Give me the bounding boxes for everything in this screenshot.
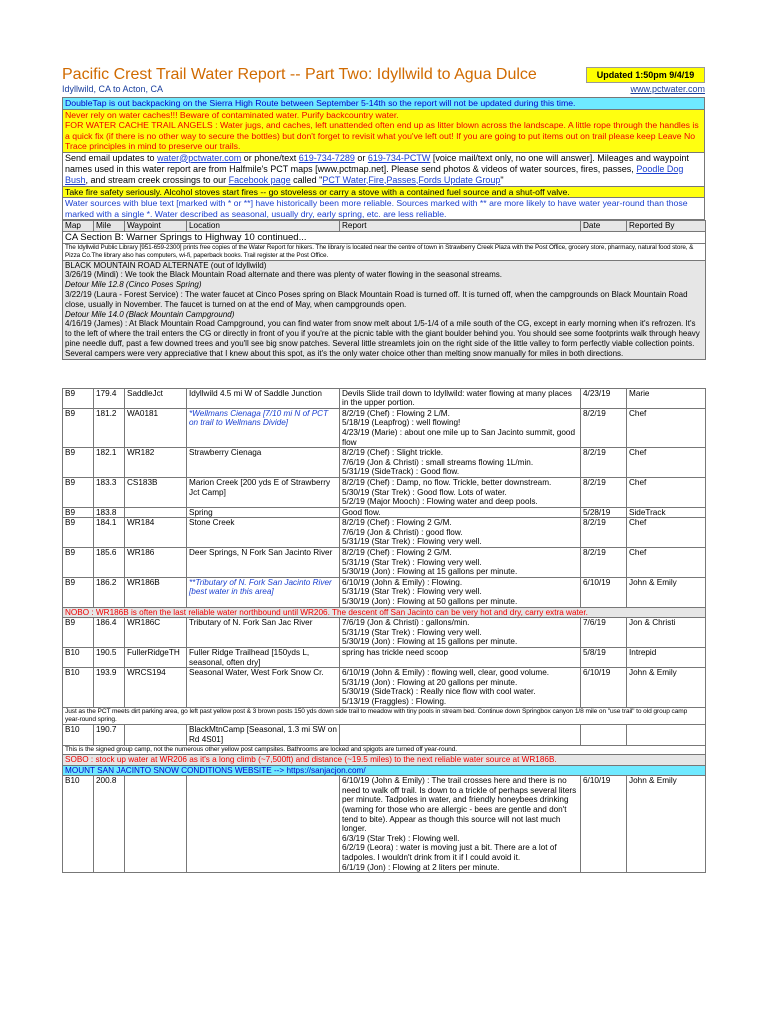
waypoint-cell xyxy=(125,776,187,873)
mile-cell: 182.1 xyxy=(94,448,125,478)
rows-group xyxy=(63,618,706,707)
black-mountain-row xyxy=(63,260,706,359)
waypoint-cell xyxy=(125,507,187,518)
map-cell: B10 xyxy=(63,725,94,745)
note-row xyxy=(63,754,706,765)
report-cell xyxy=(340,725,581,745)
date-cell xyxy=(581,725,627,745)
reported-by-cell: Marie xyxy=(627,388,706,408)
reported-by-cell: Chef xyxy=(627,548,706,578)
date-cell: 8/2/19 xyxy=(581,408,627,447)
black-mountain-report: 3/22/19 (Laura - Forest Service) : The water faucet at Cinco Poses spring on Black Mountain Road is turned off. It is turned off, when the campgrounds on Black Mountain Road close, usually in November. The faucet is turned on at the end of May, when campgrounds open. xyxy=(65,289,688,309)
black-mountain-title: BLACK MOUNTAIN ROAD ALTERNATE (out of Idyllwild) xyxy=(65,260,267,270)
note-row xyxy=(63,707,706,725)
map-cell: B9 xyxy=(63,388,94,408)
table-row xyxy=(63,408,706,447)
email-text: [voice mail/text only, no one will answer]. Mileages and waypoint names used in this water report are from Halfmile's PCT maps [www.pctmap.net]. Please send photos & videos of water sources, fires, passes, xyxy=(65,152,689,174)
table-gap xyxy=(62,360,705,388)
table-row xyxy=(63,548,706,578)
email-text: or xyxy=(354,152,368,163)
map-cell: B9 xyxy=(63,408,94,447)
map-cell: B9 xyxy=(63,548,94,578)
page-title: Pacific Crest Trail Water Report -- Part Two: Idyllwild to Agua Dulce xyxy=(62,66,537,83)
phone-link-2[interactable]: 619-734-PCTW xyxy=(367,152,431,163)
email-text: " xyxy=(500,174,504,185)
table-row xyxy=(63,618,706,648)
water-report-page xyxy=(62,66,705,873)
column-header: Location xyxy=(187,221,340,232)
location-cell: Deer Springs, N Fork San Jacinto River xyxy=(187,548,340,578)
table-row xyxy=(63,577,706,607)
mile-cell: 184.1 xyxy=(94,518,125,548)
map-cell: B10 xyxy=(63,776,94,873)
mile-cell: 186.2 xyxy=(94,577,125,607)
black-mountain-report: 3/26/19 (Mindi) : We took the Black Mountain Road alternate and there was plenty of water flowing in the seasonal streams. xyxy=(65,270,502,280)
table-row xyxy=(63,388,706,408)
email-text: Send email updates to xyxy=(65,152,158,163)
reported-by-cell: Jon & Christi xyxy=(627,618,706,648)
location-cell: *Wellmans Cienaga [7/10 mi N of PCT on trail to Wellmans Divide] xyxy=(187,408,340,447)
waypoint-cell: WR186C xyxy=(125,618,187,648)
table-row xyxy=(63,477,706,507)
report-cell: 8/2/19 (Chef) : Flowing 2 L/M. 5/18/19 (Leapfrog) : well flowing! 4/23/19 (Marie) : about one mile up to San Jacinto summit, good flow xyxy=(340,408,581,447)
location-cell: Stone Creek xyxy=(187,518,340,548)
mile-cell: 190.5 xyxy=(94,648,125,668)
email-notice xyxy=(62,153,705,187)
report-cell: spring has trickle need scoop xyxy=(340,648,581,668)
table-row xyxy=(63,518,706,548)
mile-cell: 200.8 xyxy=(94,776,125,873)
waypoint-cell: WRCS194 xyxy=(125,668,187,707)
report-cell: 7/6/19 (Jon & Christi) : gallons/min. 5/31/19 (Star Trek) : Flowing very well. 5/30/19 (Jon) : Flowing at 15 gallons per minute. xyxy=(340,618,581,648)
reported-by-cell: John & Emily xyxy=(627,776,706,873)
date-cell: 7/6/19 xyxy=(581,618,627,648)
column-header: Waypoint xyxy=(125,221,187,232)
table-row xyxy=(63,668,706,707)
table-header-row xyxy=(63,221,706,232)
report-cell: Devils Slide trail down to Idyllwild: water flowing at many places in the upper portion. xyxy=(340,388,581,408)
waypoint-cell: WR186B xyxy=(125,577,187,607)
table-row xyxy=(63,507,706,518)
mile-cell: 190.7 xyxy=(94,725,125,745)
date-cell: 8/2/19 xyxy=(581,448,627,478)
rows-group xyxy=(63,725,706,745)
snow-conditions-link[interactable]: MOUNT SAN JACINTO SNOW CONDITIONS WEBSITE --> https://sanjacjon.com/ xyxy=(63,765,706,776)
map-cell: B9 xyxy=(63,518,94,548)
black-mountain-alternate xyxy=(63,260,706,359)
location-cell: BlackMtnCamp [Seasonal, 1.3 mi SW on Rd 4S01] xyxy=(187,725,340,745)
report-cell: 6/10/19 (John & Emily) : flowing well, clear, good volume. 5/31/19 (Jon) : Flowing at 20 gallons per minute. 5/30/19 (SideTrack) : Really nice flow with cool water. 5/13/19 (Fraggles) : Flowing. xyxy=(340,668,581,707)
date-cell: 5/28/19 xyxy=(581,507,627,518)
table-row xyxy=(63,776,706,873)
reported-by-cell: John & Emily xyxy=(627,577,706,607)
column-header: Mile xyxy=(94,221,125,232)
report-cell: 8/2/19 (Chef) : Flowing 2 G/M. 7/6/19 (Jon & Christi) : good flow. 5/31/19 (Star Trek) : Flowing very well. xyxy=(340,518,581,548)
location-cell: Idyllwild 4.5 mi W of Saddle Junction xyxy=(187,388,340,408)
column-header: Report xyxy=(340,221,581,232)
date-cell: 8/2/19 xyxy=(581,518,627,548)
location-cell: **Tributary of N. Fork San Jacinto River [best water in this area] xyxy=(187,577,340,607)
mile-cell: 186.4 xyxy=(94,618,125,648)
waypoint-cell: WR186 xyxy=(125,548,187,578)
date-cell: 5/8/19 xyxy=(581,648,627,668)
date-cell: 6/10/19 xyxy=(581,577,627,607)
column-header: Date xyxy=(581,221,627,232)
column-header: Map xyxy=(63,221,94,232)
site-link[interactable]: www.pctwater.com xyxy=(630,84,705,94)
column-header: Reported By xyxy=(627,221,706,232)
note-row xyxy=(63,765,706,776)
reported-by-cell: Chef xyxy=(627,518,706,548)
fire-notice: Take fire safety seriously. Alcohol stoves start fires -- go stoveless or carry a stove with a contained fuel source and a shut-off valve. xyxy=(62,187,705,199)
reported-by-cell: Chef xyxy=(627,408,706,447)
subtitle-row xyxy=(62,84,705,97)
section-row xyxy=(63,231,706,243)
note-row xyxy=(63,745,706,754)
mile-cell: 179.4 xyxy=(94,388,125,408)
mile-cell: 181.2 xyxy=(94,408,125,447)
library-row xyxy=(63,243,706,260)
waypoint-cell: FullerRidgeTH xyxy=(125,648,187,668)
waypoint-cell: CS183B xyxy=(125,477,187,507)
rows-group xyxy=(63,388,706,607)
doubletap-notice: DoubleTap is out backpacking on the Sierra High Route between September 5-14th so the report will not be updated during this time. xyxy=(62,97,705,110)
table-row xyxy=(63,448,706,478)
map-cell: B9 xyxy=(63,448,94,478)
water-table-rows xyxy=(62,388,706,874)
waypoint-cell: WA0181 xyxy=(125,408,187,447)
map-cell: B9 xyxy=(63,507,94,518)
water-cache-notice xyxy=(62,110,705,153)
trail-angels-notice: FOR WATER CACHE TRAIL ANGELS : Water jugs, and caches, left unattended often end up as litter blown across the landscape. A little rope through the handles is a quick fix (if there is no other way to secure the bottles) but don't forget to revisit what you've left out! If you are going to put items out on trail please keep Leave No Trace principles in mind to preserve our trails. xyxy=(65,120,699,151)
map-cell: B9 xyxy=(63,477,94,507)
email-link[interactable]: water@pctwater.com xyxy=(157,152,242,163)
report-cell: 6/10/19 (John & Emily) : The trail crosses here and there is no need to walk off trail. Is down to a trickle of perhaps several liters per minute. Tadpoles in water, and friendly honeybees drinking (warning for those who are allergic - bees are gentle and don't tend to bite). Appear as though this source will not last much longer. 6/3/19 (Star Trek) : Flowing well. 6/2/19 (Leora) : water is moving just a bit. There are a lot of tadpoles. I wouldn't drink from it if I could avoid it. 6/1/19 (Jon) : Flowing at 2 liters per minute. xyxy=(340,776,581,873)
location-cell: Marion Creek [200 yds E of Strawberry Jct Camp] xyxy=(187,477,340,507)
rows-group xyxy=(63,776,706,873)
report-cell: 8/2/19 (Chef) : Damp, no flow. Trickle, better downstream. 5/30/19 (Star Trek) : Good flow. Lots of water. 5/2/19 (Major Mooch) : Flowing water and deep pools. xyxy=(340,477,581,507)
waypoint-cell: WR182 xyxy=(125,448,187,478)
mile-cell: 183.8 xyxy=(94,507,125,518)
map-cell: B10 xyxy=(63,648,94,668)
detour-heading: Detour Mile 14.0 (Black Mountain Campground) xyxy=(65,309,235,319)
table-row xyxy=(63,725,706,745)
facebook-group-link[interactable]: PCT Water,Fire,Passes,Fords Update Group xyxy=(322,174,501,185)
waypoint-cell: SaddleJct xyxy=(125,388,187,408)
nobo-note: NOBO : WR186B is often the last reliable water northbound until WR206. The descent off San Jacinto can be very hot and dry, carry extra water. xyxy=(63,607,706,618)
location-cell: Tributary of N. Fork San Jac River xyxy=(187,618,340,648)
location-cell: Seasonal Water, West Fork Snow Cr. xyxy=(187,668,340,707)
water-table xyxy=(62,220,706,360)
date-cell: 6/10/19 xyxy=(581,776,627,873)
legend-notice: Water sources with blue text [marked with * or **] have historically been more reliable. Sources marked with ** are more likely to have water year-round than those marked with a single *. Water described as seasonal, usually dry, early spring, etc. are less reliable. xyxy=(62,198,705,220)
caches-warning: Never rely on water caches!!! Beware of contaminated water. Purify backcountry water. xyxy=(65,109,399,120)
group-camp-note: This is the signed group camp, not the numerous other yellow post campsites. Bathrooms are locked and spigots are turned off year-round. xyxy=(63,745,706,754)
location-cell xyxy=(187,776,340,873)
facebook-link[interactable]: Facebook page xyxy=(228,174,291,185)
note-row xyxy=(63,607,706,618)
date-cell: 6/10/19 xyxy=(581,668,627,707)
email-text: called " xyxy=(290,174,323,185)
table-row xyxy=(63,648,706,668)
map-cell: B9 xyxy=(63,618,94,648)
dirt-parking-note: Just as the PCT meets dirt parking area, go left past yellow post & 3 brown posts 150 yds down side trail to meadow with tiny pools in stream bed. Continue down Springbox canyon 1/8 mile on "use trail" to old group camp year-round spring. xyxy=(63,707,706,725)
reported-by-cell xyxy=(627,725,706,745)
reported-by-cell: Chef xyxy=(627,477,706,507)
reported-by-cell: John & Emily xyxy=(627,668,706,707)
black-mountain-report: 4/16/19 (James) : At Black Mountain Road Campground, you can find water from snow melt about 1/5-1/4 of a mile south of the CG, except in early morning when it's refrozen. It's to the left of where the trail enters the CG or directly in front of you if you're at the picnic table with the giant boulder behind you. You should see some footprints walk through heavy pine needle duff, past a few downed trees and you'll see big snow patches. Several little streamlets join on the right side of the little valley to form perfectly viable collection points. Several campers were very appreciative that I knew about this spot, as it's the only water choice other than melting snow manually for miles in both directions. xyxy=(65,319,700,358)
date-cell: 8/2/19 xyxy=(581,477,627,507)
date-cell: 4/23/19 xyxy=(581,388,627,408)
updated-badge: Updated 1:50pm 9/4/19 xyxy=(586,67,705,83)
email-text: or phone/text xyxy=(241,152,299,163)
detour-heading: Detour Mile 12.8 (Cinco Poses Spring) xyxy=(65,280,202,290)
reported-by-cell: Chef xyxy=(627,448,706,478)
date-cell: 8/2/19 xyxy=(581,548,627,578)
report-cell: 8/2/19 (Chef) : Slight trickle. 7/6/19 (Jon & Christi) : small streams flowing 1L/min. 5/31/19 (SideTrack) : Good flow. xyxy=(340,448,581,478)
library-note: The Idyllwild Public Library [951-659-2300] prints free copies of the Water Report for hikers. The library is located near the centre of town in Strawberry Creek Plaza with the Post Office, grocery store, pharmacy, natural food store, & Pizza Co.The library also has computers, wi-fi, paperback books. Trail register at the Post Office. xyxy=(63,243,706,260)
waypoint-cell: WR184 xyxy=(125,518,187,548)
reported-by-cell: SideTrack xyxy=(627,507,706,518)
location-cell: Strawberry Cienaga xyxy=(187,448,340,478)
phone-link-1[interactable]: 619-734-7289 xyxy=(298,152,355,163)
location-cell: Fuller Ridge Trailhead [150yds L, seasonal, often dry] xyxy=(187,648,340,668)
poodle-dog-bush-link[interactable]: Poodle Dog Bush xyxy=(65,163,684,185)
mile-cell: 183.3 xyxy=(94,477,125,507)
location-cell: Spring xyxy=(187,507,340,518)
section-title: CA Section B: Warner Springs to Highway 10 continued... xyxy=(63,231,706,243)
sobo-note: SOBO : stock up water at WR206 as it's a long climb (~7,500ft) and distance (~19.5 miles) to the next reliable water source at WR186B. xyxy=(63,754,706,765)
waypoint-cell xyxy=(125,725,187,745)
map-cell: B9 xyxy=(63,577,94,607)
reported-by-cell: Intrepid xyxy=(627,648,706,668)
map-cell: B10 xyxy=(63,668,94,707)
email-text: , and stream creek crossings to our xyxy=(85,174,229,185)
report-header xyxy=(62,66,705,84)
report-cell: 8/2/19 (Chef) : Flowing 2 G/M. 5/31/19 (Star Trek) : Flowing very well. 5/30/19 (Jon) : Flowing at 15 gallons per minute. xyxy=(340,548,581,578)
mile-cell: 193.9 xyxy=(94,668,125,707)
report-cell: 6/10/19 (John & Emily) : Flowing. 5/31/19 (Star Trek) : Flowing very well. 5/30/19 (Jon) : Flowing at 50 gallons per minute. xyxy=(340,577,581,607)
mile-cell: 185.6 xyxy=(94,548,125,578)
page-subtitle: Idyllwild, CA to Acton, CA xyxy=(62,84,164,94)
report-cell: Good flow. xyxy=(340,507,581,518)
